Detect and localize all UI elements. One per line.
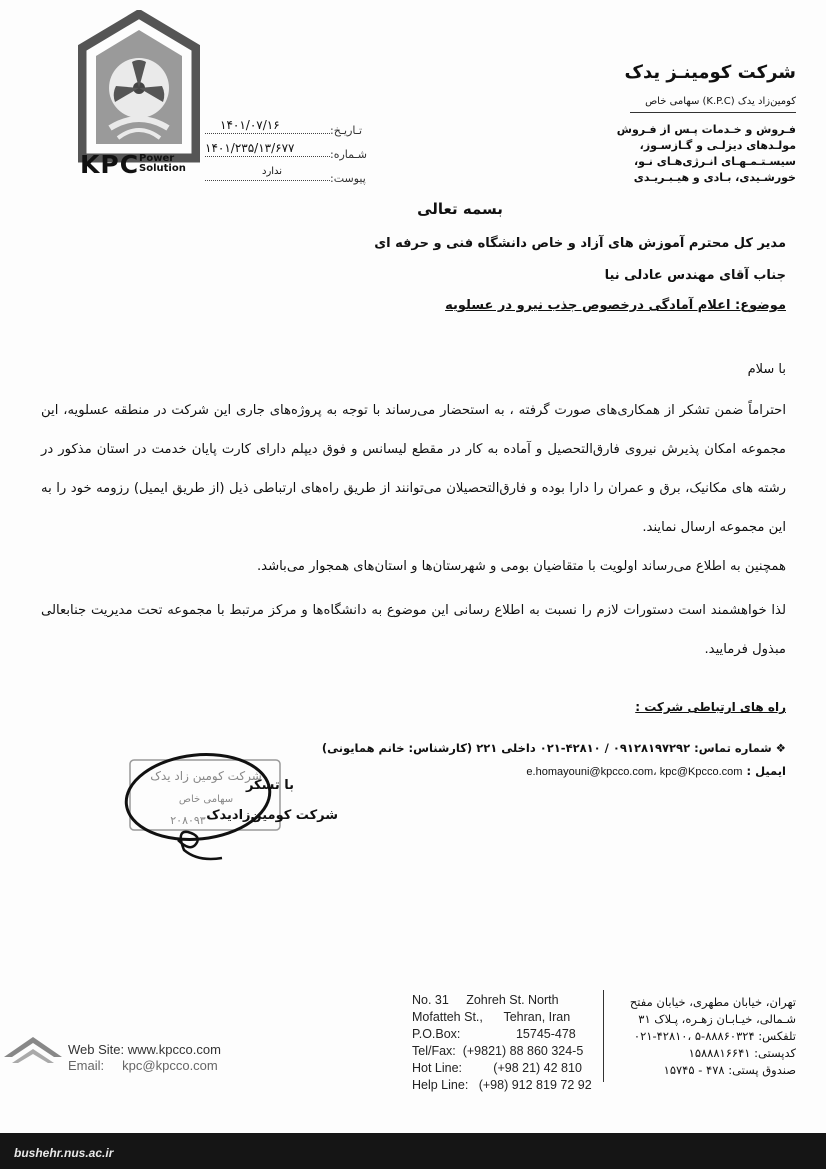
email-line [526,764,786,778]
footer-bar [0,1133,826,1169]
paragraph-1: احتراماً ضمن تشکر از همکاری‌های صورت گرفته ، به استحضار می‌رساند با توجه به پروژه‌های جاری این شرکت در منطقه عسلویه، این مجموعه امکان پذیرش نیروی فارق‌التحصیل و آماده به کار در مقطع لیسانس و فوق دیپلم دارای کارت پایان خدمت در استان مذکور در رشته های مکانیک، برق و عمران را دارا بوده و فارق‌التحصیلان می‌توانند از طریق راه‌های ارتباطی ذیل (از طریق ایمیل) رزومه خود را به این مجموعه ارسال نمایند. [41,403,786,535]
date-label: تـاریـخ: [330,124,363,137]
svg-text:شرکت کومین زاد یدک: شرکت کومین زاد یدک [150,769,262,783]
footer-web-block [68,1042,221,1074]
attachment-label: پیوست: [330,172,366,185]
logo-subtext: Power Solution [139,153,186,174]
number-dots [205,156,330,157]
signature-company: شرکت کومین‌زادیدک [206,808,338,823]
email-value[interactable]: e.homayouni@kpcco.com، kpc@Kpcco.com [526,766,743,778]
attachment-value: ندارد [262,166,283,177]
company-name: شرکت کومینـز یدک [624,62,796,83]
email-label: ایمیل : [746,764,786,778]
subject-line: موضوع: اعلام آمادگی درخصوص جذب نیرو در عسلویه [445,298,786,313]
svg-text:سهامی خاص: سهامی خاص [178,794,234,805]
bismillah: بسمه تعالی [417,200,503,218]
attachment-dots [205,180,330,181]
logo-text: KPC [80,150,140,179]
footer-address-fa: تهران، خیابان مطهری، خیابان مفتح شـمالی، خیـابـان زهـره، پـلاک ۳۱ تلفکس: ۸۸۸۶۰۳۲۴-۵ ،۴۲۸۱۰-۰۲۱ کدپستی: ۱۵۸۸۸۱۶۶۴۱ صندوق پستی: ۴۷۸ - ۱۵۷۴۵ [629,995,796,1077]
date-dots [205,133,330,134]
footer-website[interactable]: Web Site: www.kpcco.com [68,1042,221,1057]
footer-divider [603,990,604,1082]
greeting: با سلام [747,362,786,377]
attention-line: جناب آقای مهندس عادلی نیا [604,268,786,283]
svg-text:۲۰۸۰۹۳: ۲۰۸۰۹۳ [170,814,206,827]
company-service-line: خورشـیدی، بـادی و هیـبـریـدی [633,171,796,184]
signature-thanks: با تشکر [245,778,294,793]
company-subtitle: کومین‌زاد یدک (K.P.C) سهامی خاص [645,96,796,107]
paragraph-2: همچنین به اطلاع می‌رساند اولویت با متقاضیان بومی و شهرستان‌ها و استان‌های همجوار می‌باشد. [256,559,786,574]
source-site-watermark: bushehr.nus.ac.ir [14,1146,114,1160]
recipient: مدیر کل محترم آموزش های آزاد و خاص دانشگاه فنی و حرفه ای [374,236,786,251]
date-value: ۱۴۰۱/۰۷/۱۶ [220,118,280,132]
company-service-line: مولـدهای دیزلـی و گـازسـوز، [639,139,796,152]
company-service-line: فـروش و خـدمات پـس از فـروش [616,123,796,136]
company-service-line: سیسـتـمـهـای انـرژی‌هـای نـو، [633,155,796,168]
footer-email[interactable]: Email: kpc@kpcco.com [68,1058,218,1073]
number-value: ۱۴۰۱/۲۳۵/۱۳/۶۷۷ [205,141,295,155]
header-rule [630,112,796,113]
contacts-title: راه های ارتباطی شرکت : [635,700,786,714]
number-label: شـماره: [330,148,367,161]
footer-address-en: No. 31 Zohreh St. North Mofatteh St., Tehran, Iran P.O.Box: 15745-478 Tel/Fax: (+9821) 88 860 324-5 Hot Line: (+98 21) 42 810 Help Line: (+98) 912 819 72 92 [412,993,592,1092]
paragraph-3: لذا خواهشمند است دستورات لازم را نسبت به اطلاع رسانی این موضوع به دانشگاه‌ها و مرکز مرتبط با مجموعه تحت مدیریت جنابعالی مبذول فرمایید. [41,603,786,657]
phone-line: ❖ شماره تماس: ۰۹۱۲۸۱۹۷۲۹۲ / ۴۲۸۱۰-۰۲۱ داخلی ۲۲۱ (کارشناس: خانم همایونی) [321,741,786,755]
footer-logo-icon [2,1035,64,1075]
